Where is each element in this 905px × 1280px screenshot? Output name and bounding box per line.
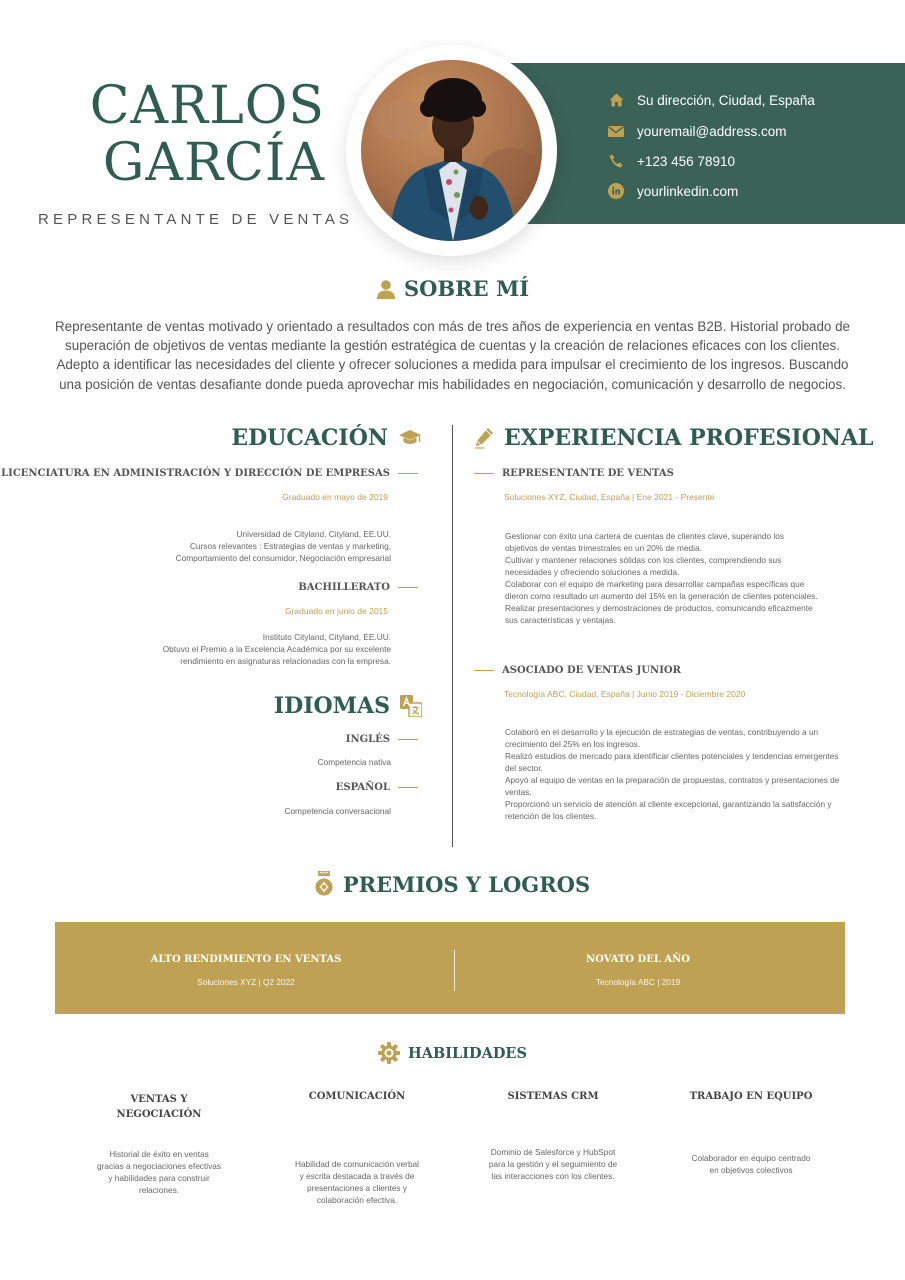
skill-description: [478, 1146, 628, 1182]
degree-title: LICENCIATURA EN ADMINISTRACIÓN Y DIRECCIÓN DE EMPRESAS: [1, 468, 390, 479]
skill-line: Colaborador en equipo centrado: [691, 1153, 811, 1163]
skill-line: para la gestión y el seguimiento de: [488, 1159, 618, 1169]
languages-heading: [274, 693, 422, 719]
experience-position-2: [474, 665, 681, 676]
award-item-1: [96, 954, 396, 987]
award-detail: Soluciones XYZ | Q2 2022: [197, 977, 295, 987]
skill-title: [676, 1089, 826, 1104]
skill-line: Historial de éxito en ventas: [109, 1149, 209, 1159]
education-date-1: Graduado en mayo de 2019: [282, 492, 388, 502]
gear-icon: [378, 1042, 400, 1064]
skill-description: [84, 1148, 234, 1196]
award-name: NOVATO DEL AÑO: [586, 954, 690, 965]
experience-position-1: [474, 468, 674, 479]
contact-phone[interactable]: [608, 151, 888, 171]
skills-title: HABILIDADES: [408, 1044, 527, 1062]
awards-divider: [454, 950, 455, 991]
column-divider: [452, 425, 453, 847]
contact-linkedin[interactable]: [608, 181, 888, 201]
detail-line: Universidad de Cityland, Cityland, EE.UU.: [236, 529, 391, 539]
home-icon: [608, 92, 624, 108]
last-name: GARCÍA: [102, 133, 325, 193]
detail-line: Instituto Cityland, Cityland, EE.UU.: [262, 632, 391, 642]
portrait-illustration: [361, 60, 542, 241]
skill-line: en objetivos colectivos: [709, 1165, 793, 1175]
linkedin-text[interactable]: yourlinkedin.com: [637, 183, 739, 199]
skill-description: [282, 1158, 432, 1206]
about-paragraph: [45, 317, 860, 394]
person-icon: [376, 279, 396, 299]
detail-line: ventas.: [505, 787, 532, 797]
detail-line: Realizó estudios de mercado para identificar clientes potenciales y tendencias emergentes: [505, 751, 839, 761]
detail-line: Apoyó al equipo de ventas en la preparación de propuestas, contratos y presentaciones de: [505, 775, 840, 785]
detail-line: Colaboró en el desarrollo y la ejecución de estrategias de ventas, contribuyendo a un: [505, 727, 819, 737]
detail-line: del sector.: [505, 763, 543, 773]
pencil-icon: [474, 427, 494, 449]
skill-line: Dominio de Salesforce y HubSpot: [490, 1147, 616, 1157]
detail-line: retención de los clientes.: [505, 811, 597, 821]
skill-item-4: [676, 1089, 826, 1175]
detail-line: Obtuvo el Premio a la Excelencia Académica por su excelente: [162, 644, 391, 654]
skill-title-line: TRABAJO EN EQUIPO: [689, 1091, 813, 1102]
about-line: Adepto a identificar las necesidades del cliente y ofrecer soluciones a medida para impulsar el crecimiento de los ingresos. Buscando: [56, 357, 849, 373]
skill-title: [282, 1089, 432, 1104]
position-title: ASOCIADO DE VENTAS JUNIOR: [502, 665, 681, 676]
experience-meta-1: Soluciones XYZ, Ciudad, España | Ene 2021 - Presente: [504, 492, 715, 502]
education-degree-2: [298, 582, 418, 593]
address-text: Su dirección, Ciudad, España: [637, 92, 815, 108]
experience-details-2: [505, 726, 855, 822]
skill-line: las interacciones con los clientes.: [491, 1171, 615, 1181]
skill-line: Habilidad de comunicación verbal: [294, 1159, 420, 1169]
education-heading: [231, 425, 422, 451]
skill-line: gracias a negociaciones efectivas: [96, 1161, 222, 1171]
about-line: superación de objetivos de ventas mediante la gestión estratégica de cuentas y la creación de relaciones eficaces con los clientes.: [65, 338, 840, 354]
awards-title: PREMIOS Y LOGROS: [342, 871, 591, 897]
detail-line: Colaborar con el equipo de marketing para desarrollar campañas específicas que: [505, 579, 805, 589]
detail-line: sus características y ventajas.: [505, 615, 616, 625]
profile-photo-frame: [346, 45, 557, 256]
contact-address: [608, 90, 888, 110]
detail-line: objetivos de ventas trimestrales en un 20% de media.: [505, 543, 702, 553]
gold-rule: [398, 739, 418, 740]
skill-title: [478, 1089, 628, 1104]
skill-item-3: [478, 1089, 628, 1181]
email-text[interactable]: youremail@address.com: [637, 123, 787, 139]
position-title: REPRESENTANTE DE VENTAS: [502, 468, 674, 479]
graduation-cap-icon: [398, 429, 422, 447]
linkedin-icon: [608, 183, 624, 199]
about-line: una posición de ventas desafiante donde pueda aprovechar mis habilidades en negociación, comunicación y desarrollo de negocios.: [59, 376, 846, 392]
language-title: ESPAÑOL: [335, 782, 390, 793]
about-heading: [0, 276, 905, 301]
award-detail: Tecnología ABC | 2019: [595, 977, 681, 987]
phone-icon: [608, 153, 624, 169]
detail-line: rendimiento en asignaturas relacionadas con la empresa.: [180, 656, 391, 666]
skill-title-line: SISTEMAS CRM: [507, 1091, 599, 1102]
medal-icon: [315, 871, 333, 897]
experience-title: EXPERIENCIA PROFESIONAL: [504, 425, 874, 451]
language-level-1: Competencia nativa: [317, 757, 391, 767]
skills-heading: [0, 1042, 905, 1064]
skill-title-line: VENTAS Y: [130, 1094, 188, 1105]
detail-line: Proporcionó un servicio de atención al cliente excepcional, garantizando la satisfacción y: [505, 799, 832, 809]
language-name-2: [336, 782, 418, 793]
language-name-1: [346, 734, 418, 745]
degree-title: BACHILLERATO: [298, 582, 390, 593]
language-level-2: Competencia conversacional: [284, 806, 391, 816]
skill-title-line: COMUNICACIÓN: [308, 1091, 406, 1102]
language-title: INGLÉS: [345, 734, 390, 745]
award-item-2: [488, 954, 788, 987]
gold-rule: [398, 787, 418, 788]
skill-title-line: NEGOCIACIÓN: [116, 1109, 202, 1120]
education-details-2: [61, 631, 391, 667]
about-line: Representante de ventas motivado y orientado a resultados con más de tres años de experiencia en ventas B2B. Historial probado de: [55, 319, 850, 334]
detail-line: crecimiento del 25% en los ingresos.: [505, 739, 641, 749]
skill-line: y habilidades para construir: [108, 1173, 210, 1183]
languages-title: IDIOMAS: [273, 693, 390, 719]
experience-meta-2: Tecnología ABC, Ciudad, España | Junio 2019 - Diciembre 2020: [504, 689, 746, 699]
education-title: EDUCACIÓN: [231, 425, 388, 451]
skill-title: [84, 1092, 234, 1122]
skill-description: [676, 1152, 826, 1176]
education-details-1: [61, 528, 391, 564]
awards-band: [55, 922, 845, 1014]
detail-line: Cultivar y mantener relaciones sólidas con los clientes, comprendiendo sus: [505, 555, 782, 565]
envelope-icon: [608, 123, 624, 139]
awards-heading: [0, 871, 905, 897]
translate-icon: [400, 695, 422, 717]
skill-item-1: [84, 1092, 234, 1195]
first-name: CARLOS: [89, 76, 325, 136]
detail-line: Realizar presentaciones y demostraciones de productos, comunicando eficazmente: [505, 603, 813, 613]
about-title: SOBRE MÍ: [403, 276, 530, 301]
gold-rule: [474, 670, 494, 671]
skill-line: y escrita destacada a través de: [299, 1171, 415, 1181]
education-degree-1: [1, 468, 418, 479]
skill-line: relaciones.: [138, 1185, 180, 1195]
detail-line: dieron como resultado un aumento del 15% en la generación de clientes potenciales.: [505, 591, 818, 601]
gold-rule: [398, 473, 418, 474]
skill-line: presentaciones a clientes y: [306, 1183, 408, 1193]
phone-text[interactable]: +123 456 78910: [637, 153, 735, 169]
detail-line: Comportamiento del consumidor, Negociación empresarial: [175, 553, 391, 563]
award-name: ALTO RENDIMIENTO EN VENTAS: [150, 954, 342, 965]
education-date-2: Graduado en junio de 2015: [284, 606, 388, 616]
detail-line: necesidades y ofreciendo soluciones a medida.: [505, 567, 680, 577]
full-name: [90, 78, 325, 192]
job-title: REPRESENTANTE DE VENTAS: [38, 211, 354, 228]
gold-rule: [474, 473, 494, 474]
skill-line: colaboración efectiva.: [316, 1195, 398, 1205]
skill-item-2: [282, 1089, 432, 1205]
contact-email[interactable]: [608, 121, 888, 141]
experience-details-1: [505, 530, 855, 626]
detail-line: Cursos relevantes : Estrategias de ventas y marketing,: [189, 541, 391, 551]
experience-heading: [474, 425, 874, 451]
gold-rule: [398, 587, 418, 588]
detail-line: Gestionar con éxito una cartera de cuentas de clientes clave, superando los: [505, 531, 785, 541]
profile-photo: [361, 60, 542, 241]
